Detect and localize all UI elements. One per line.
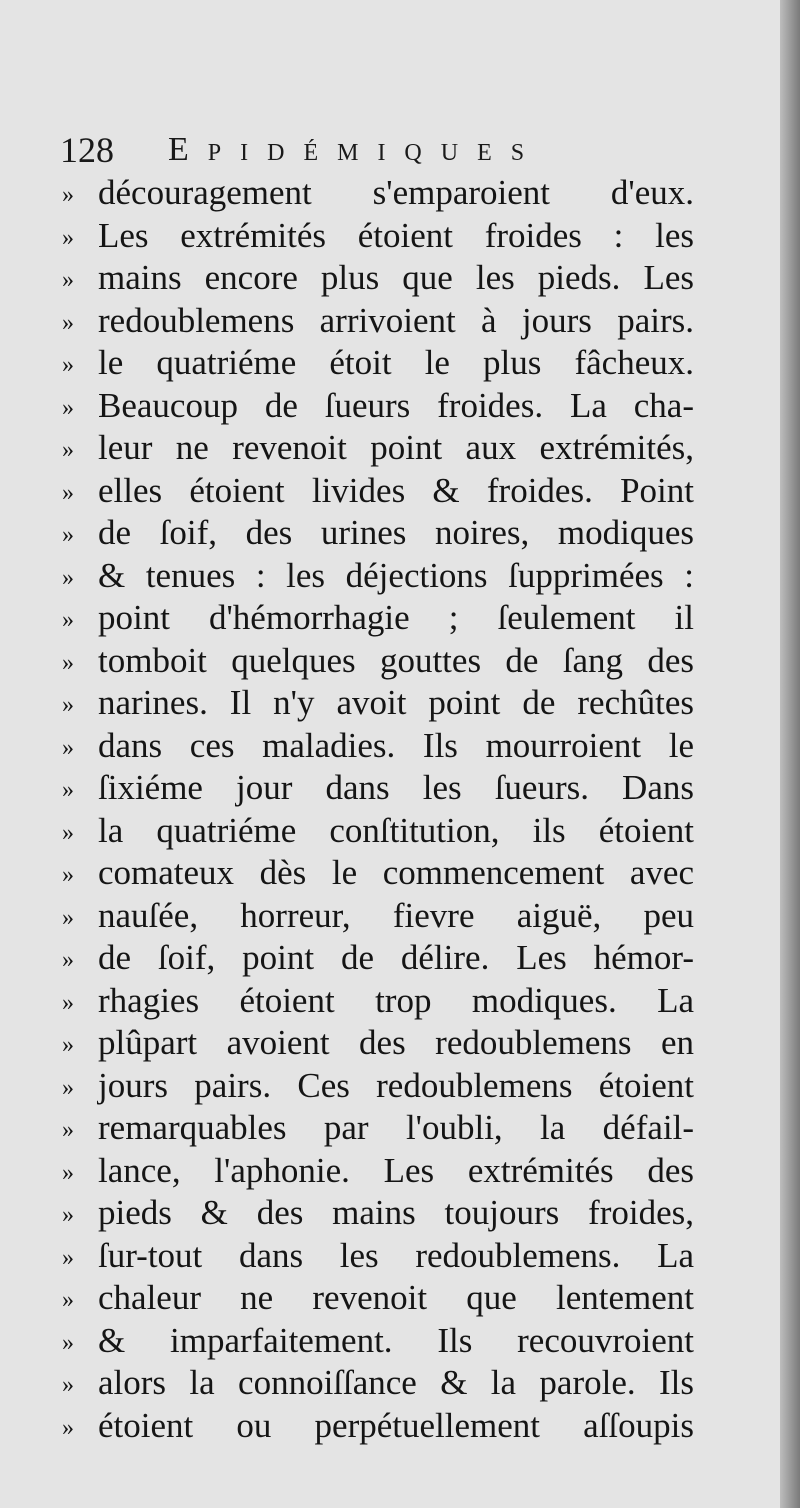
line-text: de ſoif, des urines noires, modiques — [98, 513, 694, 552]
running-head: Epidémiques — [168, 131, 544, 168]
text-line — [62, 470, 694, 513]
quotation-mark: » — [62, 564, 72, 591]
text-line — [62, 895, 694, 938]
line-text: nauſée, horreur, fievre aiguë, peu — [98, 895, 694, 935]
line-text: de ſoif, point de délire. Les hémor- — [98, 938, 694, 977]
line-text: comateux dès le commencement avec — [98, 853, 694, 892]
quotation-mark: » — [62, 1032, 72, 1058]
quotation-mark: » — [62, 777, 72, 803]
line-text: ſixiéme jour dans les ſueurs. Dans — [98, 768, 694, 807]
quotation-mark: » — [62, 1372, 72, 1398]
line-text: pieds & des mains toujours froides, — [98, 1193, 694, 1232]
line-text: lance, l'aphonie. Les extrémités des — [98, 1150, 694, 1190]
text-line — [62, 767, 694, 810]
line-text: leur ne revenoit point aux extrémités, — [98, 428, 694, 467]
text-line — [62, 172, 694, 215]
line-text: narines. Il n'y avoit point de rechûtes — [98, 683, 694, 722]
quotation-mark: » — [62, 309, 72, 336]
text-line — [62, 1150, 694, 1193]
text-line — [62, 640, 694, 683]
quotation-mark: » — [62, 862, 72, 888]
quotation-mark: » — [62, 607, 72, 633]
quotation-mark: » — [62, 1244, 72, 1271]
text-line — [62, 385, 694, 428]
quotation-mark: » — [62, 267, 72, 293]
line-text: & tenues : les déjections ſupprimées : — [98, 555, 694, 595]
text-line — [62, 427, 694, 470]
line-text: Beaucoup de ſueurs froides. La cha- — [98, 385, 694, 425]
text-line — [62, 1405, 694, 1448]
text-line — [62, 937, 694, 980]
line-text: ſur-tout dans les redoublemens. La — [98, 1235, 694, 1275]
quotation-mark: » — [62, 1414, 72, 1441]
quotation-mark: » — [62, 479, 72, 506]
page-edge — [780, 0, 800, 1508]
text-line — [62, 980, 694, 1023]
line-text: jours pairs. Ces redoublemens étoient — [98, 1065, 694, 1105]
line-text: remarquables par l'oubli, la défail- — [98, 1108, 694, 1147]
line-text: tomboit quelques gouttes de ſang des — [98, 640, 694, 680]
quotation-mark: » — [62, 352, 72, 378]
text-line — [62, 852, 694, 895]
quotation-mark: » — [62, 182, 72, 208]
text-line — [62, 342, 694, 385]
text-line — [62, 1362, 694, 1405]
quotation-mark: » — [62, 904, 72, 931]
quotation-mark: » — [62, 734, 72, 761]
text-line — [62, 1192, 694, 1235]
quotation-mark: » — [62, 394, 72, 421]
line-text: étoient ou perpétuellement aſſoupis — [98, 1405, 694, 1445]
quotation-mark: » — [62, 522, 72, 548]
line-text: le quatriéme étoit le plus fâcheux. — [98, 343, 694, 382]
quotation-mark: » — [62, 947, 72, 973]
quotation-mark: » — [62, 819, 72, 846]
text-line — [62, 257, 694, 300]
body-text — [62, 172, 694, 1447]
text-line — [62, 1320, 694, 1363]
quotation-mark: » — [62, 224, 72, 251]
text-line — [62, 597, 694, 640]
text-line — [62, 1065, 694, 1108]
quotation-mark: » — [62, 1202, 72, 1228]
text-line — [62, 1022, 694, 1065]
text-line — [62, 512, 694, 555]
line-text: dans ces maladies. Ils mourroient le — [98, 725, 694, 765]
line-text: redoublemens arrivoient à jours pairs. — [98, 300, 694, 340]
text-line — [62, 300, 694, 343]
line-text: mains encore plus que les pieds. Les — [98, 258, 694, 297]
text-line — [62, 1235, 694, 1278]
line-text: & imparfaitement. Ils recouvroient — [98, 1320, 694, 1360]
quotation-mark: » — [62, 437, 72, 463]
line-text: Les extrémités étoient froides : les — [98, 215, 694, 255]
line-text: découragement s'emparoient d'eux. — [98, 173, 694, 212]
quotation-mark: » — [62, 1329, 72, 1356]
line-text: elles étoient livides & froides. Point — [98, 470, 694, 510]
text-line — [62, 555, 694, 598]
line-text: la quatriéme conſtitution, ils étoient — [98, 810, 694, 850]
text-line — [62, 1107, 694, 1150]
quotation-mark: » — [62, 1074, 72, 1101]
text-line — [62, 725, 694, 768]
line-text: chaleur ne revenoit que lentement — [98, 1278, 694, 1317]
quotation-mark: » — [62, 649, 72, 676]
page-header — [60, 128, 700, 172]
line-text: rhagies étoient trop modiques. La — [98, 980, 694, 1020]
line-text: plûpart avoient des redoublemens en — [98, 1023, 694, 1062]
page-number: 128 — [60, 130, 114, 170]
quotation-mark: » — [62, 1287, 72, 1313]
text-line — [62, 682, 694, 725]
quotation-mark: » — [62, 1159, 72, 1186]
text-line — [62, 215, 694, 258]
quotation-mark: » — [62, 1117, 72, 1143]
quotation-mark: » — [62, 692, 72, 718]
quotation-mark: » — [62, 989, 72, 1016]
text-line — [62, 810, 694, 853]
text-line — [62, 1277, 694, 1320]
line-text: alors la connoiſſance & la parole. Ils — [98, 1363, 694, 1402]
line-text: point d'hémorrhagie ; ſeulement il — [98, 598, 694, 637]
